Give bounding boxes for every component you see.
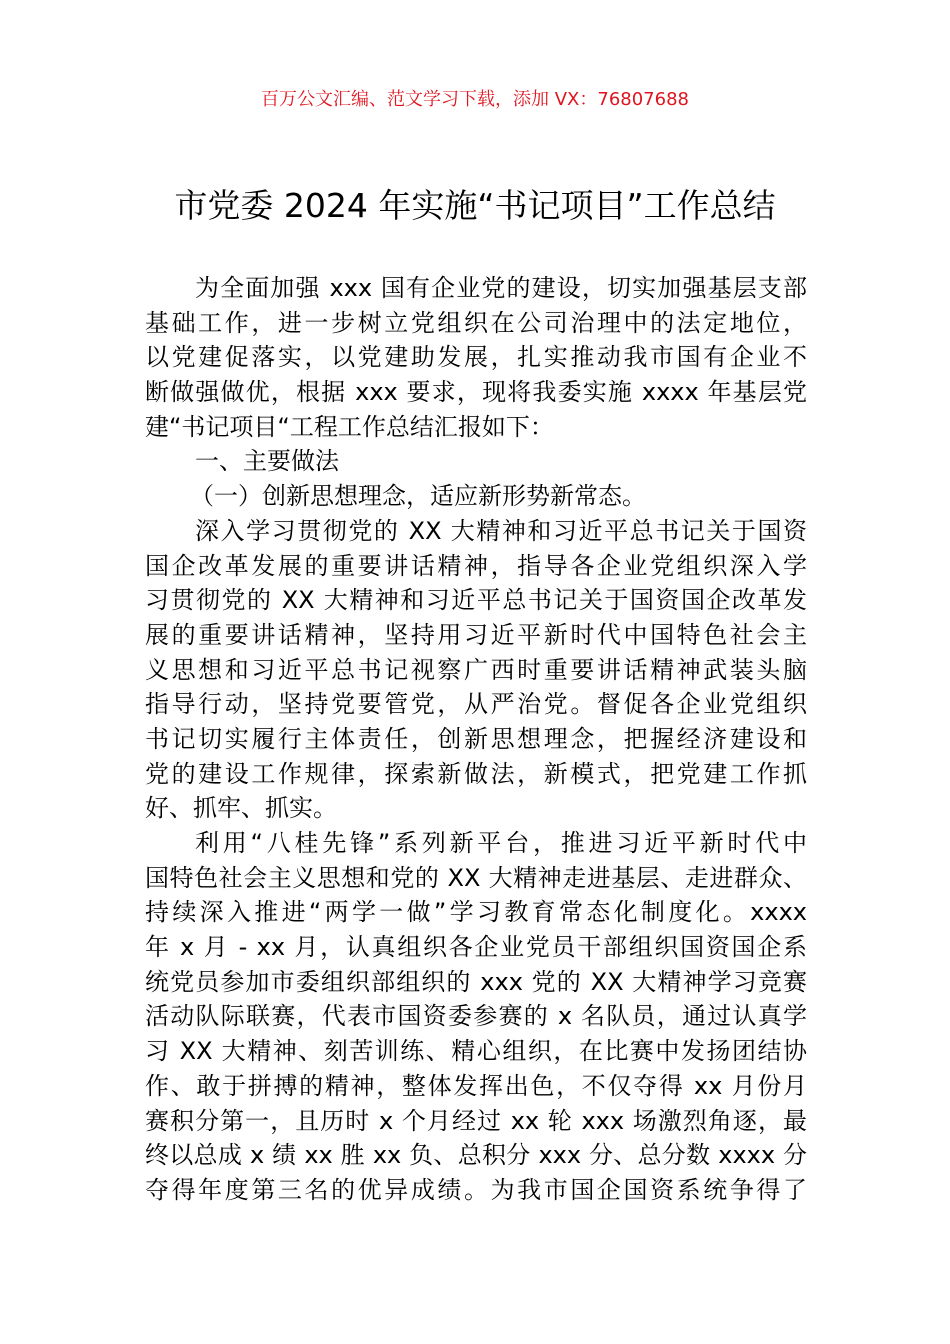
- paragraph-line: 习 XX 大精神、刻苦训练、精心组织，在比赛中发扬团结协: [145, 1037, 807, 1066]
- document-title: 市党委 2024 年实施“书记项目”工作总结: [174, 186, 776, 225]
- paragraph-line: 年 x 月 - xx 月，认真组织各企业党员干部组织国资国企系: [145, 933, 807, 962]
- paragraph-line: 持续深入推进“两学一做”学习教育常态化制度化。xxxx: [145, 898, 807, 927]
- paragraph-line: 统党员参加市委组织部组织的 xxx 党的 XX 大精神学习竞赛: [145, 967, 807, 996]
- paragraph-line: 利用“八桂先锋”系列新平台，推进习近平新时代中: [195, 829, 807, 857]
- document-body: [145, 271, 807, 1208]
- paragraph-line: 指导行动，坚持党要管党，从严治党。督促各企业党组织: [145, 690, 807, 719]
- paragraph-line: 建“书记项目“工程工作总结汇报如下：: [145, 412, 554, 441]
- paragraph-line: 深入学习贯彻党的 XX 大精神和习近平总书记关于国资: [195, 516, 807, 545]
- paragraph-line: 展的重要讲话精神，坚持用习近平新时代中国特色社会主: [145, 620, 807, 649]
- paragraph-line: 活动队际联赛，代表市国资委参赛的 x 名队员，通过认真学: [145, 1002, 807, 1031]
- paragraph-line: 终以总成 x 绩 xx 胜 xx 负、总积分 xxx 分、总分数 xxxx 分: [145, 1141, 807, 1170]
- paragraph-line: 一、主要做法: [195, 447, 339, 476]
- paragraph-line: 国特色社会主义思想和党的 XX 大精神走进基层、走进群众、: [145, 863, 807, 892]
- paragraph-line: 习贯彻党的 XX 大精神和习近平总书记关于国资国企改革发: [145, 586, 807, 615]
- paragraph-line: 断做强做优，根据 xxx 要求，现将我委实施 xxxx 年基层党: [145, 378, 807, 407]
- paragraph-line: 基础工作，进一步树立党组织在公司治理中的法定地位，: [145, 308, 807, 337]
- paragraph-line: 为全面加强 xxx 国有企业党的建设，切实加强基层支部: [195, 274, 807, 302]
- paragraph-line: 党的建设工作规律，探索新做法，新模式，把党建工作抓: [145, 759, 807, 788]
- paragraph-line: 义思想和习近平总书记视察广西时重要讲话精神武装头脑: [145, 655, 807, 684]
- paragraph-line: 好、抓牢、抓实。: [145, 794, 337, 823]
- paragraph-line: 赛积分第一，且历时 x 个月经过 xx 轮 xxx 场激烈角逐，最: [145, 1106, 807, 1135]
- paragraph-line: 作、敢于拼搏的精神，整体发挥出色，不仅夺得 xx 月份月: [145, 1071, 807, 1100]
- paragraph-line: 书记切实履行主体责任，创新思想理念，把握经济建设和: [145, 724, 807, 753]
- paragraph-line: 国企改革发展的重要讲话精神，指导各企业党组织深入学: [145, 551, 807, 580]
- watermark: 百万公文汇编、范文学习下载，添加 VX：76807688: [261, 89, 689, 110]
- paragraph-line: 夺得年度第三名的优异成绩。为我市国企国资系统争得了: [145, 1175, 807, 1204]
- paragraph-line: （一）创新思想理念，适应新形势新常态。: [190, 482, 646, 511]
- paragraph-line: 以党建促落实，以党建助发展，扎实推动我市国有企业不: [145, 343, 807, 372]
